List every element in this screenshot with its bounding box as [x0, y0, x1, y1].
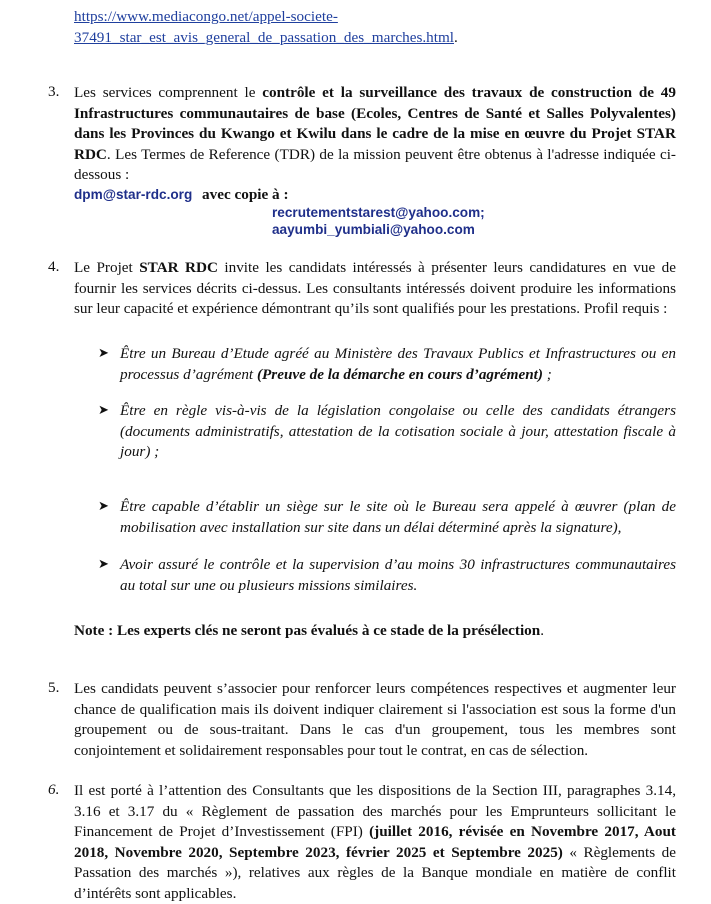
note-text: Note : Les experts clés ne seront pas évalués à ce stade de la présélection	[74, 622, 541, 639]
url-link-line1[interactable]: https://www.mediacongo.net/appel-societe-	[74, 8, 338, 25]
bullet-item	[120, 497, 676, 538]
p3-rest: . Les Termes de Reference (TDR) de la mission peuvent être obtenus à l'adresse indiquée ci-dessous :	[74, 145, 676, 183]
paragraph-5: Les candidats peuvent s’associer pour renforcer leurs compétences respectives et augmenter leur chance de qualification mais ils doivent indiquer clairement si l'association est sous la forme d'un groupement ou de sous-traitant. Dans le cas d'un groupement, tous les membres sont conjointement et solidairement responsables pour tout le contrat, en cas de sélection.	[74, 680, 676, 759]
url-link-line2[interactable]: 37491_star_est_avis_general_de_passation_des_marches.html	[74, 29, 455, 46]
p3-intro: Les services comprennent le	[74, 84, 263, 101]
url-period: .	[454, 29, 458, 46]
bullet-item	[120, 555, 676, 596]
paragraph-number-3: 3.	[48, 83, 60, 100]
bullet-item	[120, 401, 676, 463]
copy-label: avec copie à :	[202, 186, 289, 203]
p4-intro: Le Projet	[74, 259, 140, 276]
note	[74, 622, 544, 640]
bullet-bold: (Preuve de la démarche en cours d’agrément)	[256, 365, 543, 383]
arrow-bullet-icon: ➤	[98, 556, 109, 571]
contact-primary-row	[74, 186, 289, 204]
paragraph-4	[74, 258, 676, 320]
arrow-bullet-icon: ➤	[98, 402, 109, 417]
paragraph-number-5: 5.	[48, 679, 60, 696]
p4-rest: invite les candidats intéressés à présenter leurs candidatures en vue de fournir les services décrits ci-dessus. Les consultants intéressés doivent produire les informations sur leur capacité et expérience démontrant qu’ils sont qualifiés pour les prestations. Profil requis :	[74, 259, 677, 317]
p4-bold: STAR RDC	[139, 259, 218, 276]
bullet-item	[120, 344, 676, 385]
email-cc2[interactable]: aayumbi_yumbiali@yahoo.com	[272, 222, 475, 237]
p6-rest: « Règlements de Passation des marchés »), relatives aux règles de la Banque mondiale en matière de conflit d’intérêts sont applicables.	[74, 843, 676, 902]
paragraph-number-6: 6.	[48, 781, 60, 798]
email-primary[interactable]: dpm@star-rdc.org	[74, 187, 193, 202]
email-cc1[interactable]: recrutementstarest@yahoo.com;	[272, 205, 485, 220]
bullet-text: Être un Bureau d’Etude agréé au Ministère des Travaux Publics et Infrastructures ou en processus d’agrément	[120, 345, 676, 383]
bullet-text: Être capable d’établir un siège sur le site où le Bureau sera appelé à œuvrer (plan de mobilisation avec installation sur site dans un délai déterminé après la signature),	[120, 498, 676, 536]
url-reference	[74, 6, 674, 48]
paragraph-3	[74, 83, 676, 186]
p6-bold: (juillet 2016, révisée en Novembre 2017, Aout 2018, Novembre 2020, Septembre 2023, février 2025 et Septembre 2025)	[74, 823, 676, 861]
paragraph-6	[74, 781, 676, 904]
bullet-after: ;	[542, 365, 552, 383]
arrow-bullet-icon: ➤	[98, 345, 109, 360]
arrow-bullet-icon: ➤	[98, 498, 109, 513]
p3-bold: contrôle et la surveillance des travaux de construction de 49 Infrastructures communautaires de base (Ecoles, Centres de Santé et Salles Polyvalentes) dans les Provinces du Kwango et Kwilu dans le cadre de la mise en œuvre du Projet STAR RDC	[74, 84, 676, 163]
note-period: .	[540, 622, 545, 639]
bullet-text: Être en règle vis-à-vis de la législation congolaise ou celle des candidats étrangers (documents administratifs, attestation de la cotisation sociale à jour, attestation fiscale à jour) ;	[120, 402, 676, 460]
paragraph-number-4: 4.	[48, 258, 60, 275]
bullet-text: Avoir assuré le contrôle et la supervision d’au moins 30 infrastructures communautaires au total sur une ou plusieurs missions similaires.	[120, 556, 676, 594]
p6-intro: Il est porté à l’attention des Consultants que les dispositions de la Section III, paragraphes 3.14, 3.16 et 3.17 du « Règlement de passation des marchés pour les Emprunteurs sollicitant le Financement de Projet d’Investissement (FPI)	[74, 782, 676, 840]
